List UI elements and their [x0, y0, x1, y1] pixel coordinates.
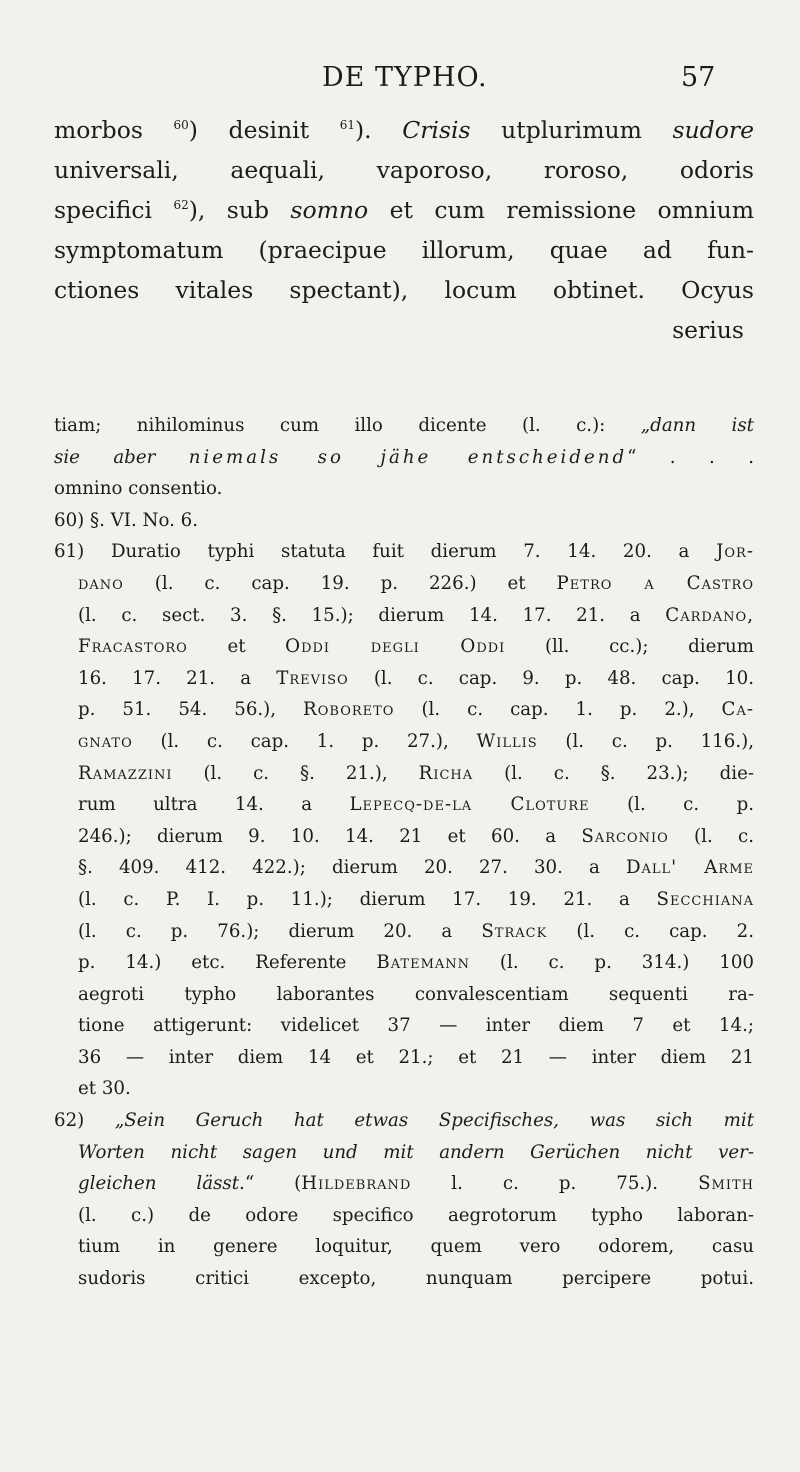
- text-run: 16. 17. 21. a: [78, 667, 277, 689]
- author-name: Smith: [698, 1173, 754, 1195]
- text-run: utplurimum: [470, 116, 673, 144]
- text-run: (l. c. §. 21.),: [172, 762, 419, 784]
- footnote-62: [54, 1105, 754, 1137]
- footnote-61: [54, 536, 754, 568]
- running-title: DE TYPHO.: [322, 62, 488, 93]
- text-run: p. 14.) etc. Referente: [78, 952, 377, 974]
- text-run: specifici: [54, 196, 174, 224]
- author-name: Richa: [418, 762, 474, 784]
- text-run: (l. c. cap. 19. p. 226.) et: [123, 572, 557, 594]
- quote: „dann ist: [640, 415, 754, 436]
- author-name: Ca-: [721, 699, 754, 721]
- footnote-line: 36 — inter diem 14 et 21.; et 21 — inter diem 21: [78, 1046, 754, 1068]
- text-run: 61) Duratio typhi statuta fuit dierum 7. 14. 20. a: [54, 541, 717, 563]
- text-line: [54, 190, 754, 230]
- author-name: Strack: [481, 920, 548, 942]
- text-run: 62): [54, 1110, 115, 1132]
- author-name: Batemann: [376, 952, 471, 974]
- footnote-line: [54, 568, 754, 600]
- text-run: (ll. cc.); dierum: [505, 636, 754, 658]
- footnote-line: [54, 600, 754, 632]
- text-run: tiam; nihilominus cum illo dicente (l. c.):: [54, 415, 641, 436]
- footnote-line: [54, 410, 754, 442]
- footnote-ref: 61: [339, 118, 355, 133]
- text-run: (l. c. p. 76.); dierum 20. a: [78, 920, 482, 942]
- author-name: Petro a Castro: [556, 572, 754, 594]
- author-name: Sarconio: [581, 825, 669, 847]
- footnote-line: [54, 884, 754, 916]
- footnote-line: (l. c.) de odore specifico aegrotorum typho laboran-: [78, 1204, 754, 1226]
- page-number: 57: [681, 62, 716, 93]
- text-run: §. 409. 412. 422.); dierum 20. 27. 30. a: [78, 857, 626, 879]
- author-name: Ramazzini: [78, 762, 173, 784]
- footnote-line: tione attigerunt: videlicet 37 — inter diem 7 et 14.;: [78, 1015, 754, 1037]
- text-run: (l. c. P. I. p. 11.); dierum 17. 19. 21. a: [78, 888, 657, 910]
- text-run: ).: [355, 116, 403, 144]
- author-name: dano: [78, 572, 124, 594]
- footnote-line: [54, 694, 754, 726]
- author-name: Lepecq-de-la Cloture: [349, 794, 590, 816]
- main-text: [54, 110, 754, 350]
- footnote-line: [54, 821, 754, 853]
- text-run: 246.); dierum 9. 10. 14. 21 et 60. a: [78, 825, 582, 847]
- footnotes: [54, 410, 754, 1295]
- quote: gleichen lässt.: [78, 1173, 245, 1195]
- text-run: (l. c. p. 314.) 100: [470, 952, 754, 974]
- text-run: et cum remissione omnium: [368, 196, 754, 224]
- footnote-line: sudoris critici excepto, nunquam percipere potui.: [78, 1268, 754, 1290]
- author-name: Oddi degli Oddi: [285, 636, 506, 658]
- text-run: ) desinit: [188, 116, 340, 144]
- footnote-line: et 30.: [78, 1078, 131, 1100]
- footnote-line: [54, 631, 754, 663]
- quote: sie aber: [54, 446, 189, 468]
- author-name: Secchiana: [656, 888, 754, 910]
- text-run: (l. c. cap. 9. p. 48. cap. 10.: [348, 667, 754, 689]
- footnote-ref: 60: [173, 118, 189, 133]
- quote: „Sein Geruch hat etwas Specifisches, was sich mit: [114, 1110, 754, 1132]
- footnote-line: [54, 1137, 754, 1169]
- text-run: (l. c. §. 23.); die-: [473, 762, 754, 784]
- text-run: “ (: [244, 1173, 302, 1195]
- footnote-line: omnino consentio.: [54, 478, 223, 500]
- text-run: l. c. p. 75.).: [411, 1173, 699, 1195]
- catchword: serius: [672, 316, 744, 344]
- emphasis: somno: [290, 196, 369, 224]
- footnote-line: [54, 916, 754, 948]
- footnote-line: [54, 789, 754, 821]
- author-name: Dall' Arme: [625, 857, 754, 879]
- text-run: p. 51. 54. 56.),: [78, 699, 304, 721]
- quote-spaced: niemals so jähe entscheidend: [188, 446, 628, 468]
- footnote-ref: 62: [173, 198, 189, 213]
- text-run: “ . . .: [627, 446, 754, 468]
- text-run: morbos: [54, 116, 174, 144]
- footnote-line: [54, 852, 754, 884]
- quote: Worten nicht sagen und mit andern Gerüchen nicht ver-: [78, 1141, 754, 1163]
- text-line: symptomatum (praecipue illorum, quae ad fun-: [54, 236, 754, 264]
- author-name: Cardano,: [665, 604, 754, 626]
- footnote-60: 60) §. VI. No. 6.: [54, 509, 199, 531]
- footnote-line: tium in genere loquitur, quem vero odorem, casu: [78, 1236, 754, 1258]
- text-run: (l. c. p.: [589, 794, 754, 816]
- text-run: (l. c.: [668, 825, 754, 847]
- author-name: Fracastoro: [78, 636, 188, 658]
- footnote-line: [54, 947, 754, 979]
- footnote-line: [54, 758, 754, 790]
- text-line: universali, aequali, vaporoso, roroso, odoris: [54, 156, 754, 184]
- footnote-line: [54, 1168, 754, 1200]
- author-name: Treviso: [276, 667, 349, 689]
- text-run: (l. c. p. 116.),: [537, 730, 754, 752]
- author-name: gnato: [78, 730, 133, 752]
- author-name: Roboreto: [303, 699, 395, 721]
- author-name: Willis: [476, 730, 538, 752]
- emphasis: sudore: [672, 116, 754, 144]
- footnote-line: [54, 442, 754, 474]
- text-line: ctiones vitales spectant), locum obtinet. Ocyus: [54, 276, 754, 304]
- footnote-line: [54, 663, 754, 695]
- footnote-line: [54, 726, 754, 758]
- text-run: rum ultra 14. a: [78, 794, 350, 816]
- text-run: (l. c. sect. 3. §. 15.); dierum 14. 17. 21. a: [78, 604, 666, 626]
- author-name: Jor-: [716, 541, 754, 563]
- footnote-line: aegroti typho laborantes convalescentiam sequenti ra-: [78, 983, 754, 1005]
- author-name: Hildebrand: [301, 1173, 412, 1195]
- text-run: (l. c. cap. 2.: [547, 920, 754, 942]
- text-run: ), sub: [188, 196, 291, 224]
- text-run: (l. c. cap. 1. p. 2.),: [394, 699, 722, 721]
- text-run: et: [187, 636, 286, 658]
- page-header: [0, 62, 800, 102]
- emphasis: Crisis: [402, 116, 471, 144]
- text-run: (l. c. cap. 1. p. 27.),: [132, 730, 477, 752]
- text-line: [54, 110, 754, 150]
